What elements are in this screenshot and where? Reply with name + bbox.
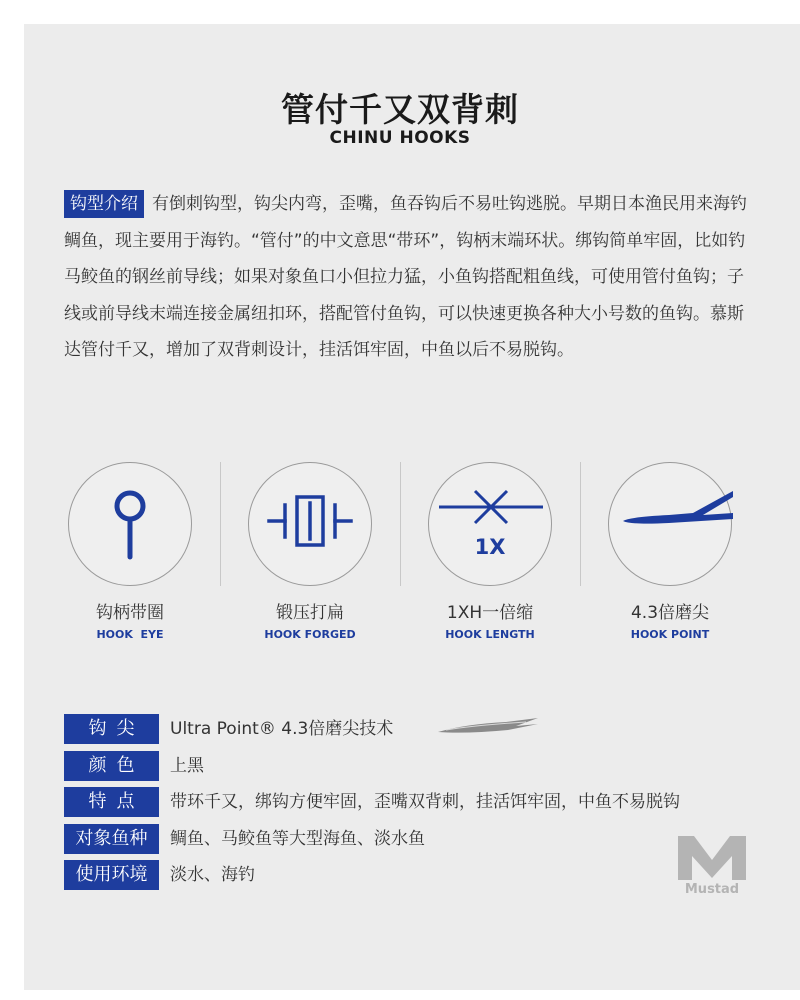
feature-icons	[40, 462, 760, 652]
spec-row	[64, 749, 764, 786]
spec-value: 淡水、海钓	[170, 865, 255, 885]
spec-row	[64, 712, 764, 749]
spec-row	[64, 785, 764, 822]
intro-paragraph	[64, 186, 754, 369]
feature-label-cn: 锻压打扁	[276, 603, 344, 623]
spec-label: 钩尖	[64, 714, 159, 744]
feature-hook-forged	[220, 462, 400, 652]
feature-label-en: HOOK FORGED	[264, 628, 356, 641]
spec-label: 使用环境	[64, 860, 159, 890]
mustad-logo	[676, 832, 748, 904]
spec-label: 特点	[64, 787, 159, 817]
hook-length-icon	[428, 462, 552, 586]
intro-tag: 钩型介绍	[64, 190, 144, 218]
spec-value: 鲷鱼、马鲛鱼等大型海鱼、淡水鱼	[170, 828, 425, 849]
spec-value: 带环千又，绑钩方便牢固，歪嘴双背刺，挂活饵牢固，中鱼不易脱钩	[170, 792, 680, 812]
hook-forged-icon	[248, 462, 372, 586]
feature-hook-length	[400, 462, 580, 652]
feature-hook-point	[580, 462, 760, 652]
spec-table	[64, 712, 764, 895]
feature-label-cn: 钩柄带圈	[96, 603, 164, 623]
spec-value: 上黑	[170, 755, 204, 776]
brand-name: Mustad	[684, 882, 740, 897]
m-logo-icon	[676, 832, 748, 882]
hook-tip-icon	[436, 716, 540, 740]
intro-text: 有倒刺钩型，钩尖内弯，歪嘴，鱼吞钩后不易吐钩逃脱。早期日本渔民用来海钓鲷鱼，现主要用于海钓。“管付”的中文意思“带环”，钩柄末端环状。绑钩简单牢固，比如钓马鲛鱼的钢丝前导线；如果对象鱼口小但拉力猛，小鱼钩搭配粗鱼线，可使用管付鱼钩；子线或前导线末端连接金属纽扣环，搭配管付鱼钩，可以快速更换各种大小号数的鱼钩。慕斯达管付千又，增加了双背刺设计，挂活饵牢固，中鱼以后不易脱钩。	[64, 194, 747, 360]
hook-eye-icon	[68, 462, 192, 586]
hook-point-icon	[608, 462, 732, 586]
spec-value: Ultra Point® 4.3倍磨尖技术	[170, 719, 394, 739]
page-title: 管付千又双背刺	[281, 90, 519, 129]
feature-label-cn: 4.3倍磨尖	[630, 603, 710, 623]
feature-label-cn: 1XH一倍缩	[446, 603, 534, 623]
hook-length-text: 1X	[474, 535, 506, 559]
page-subtitle: CHINU HOOKS	[329, 128, 471, 148]
spec-label: 对象鱼种	[64, 824, 159, 854]
spec-row	[64, 858, 764, 895]
spec-row	[64, 822, 764, 859]
feature-label-en: HOOK POINT	[630, 628, 710, 641]
feature-label-en: HOOK LENGTH	[445, 628, 535, 641]
spec-label: 颜色	[64, 751, 159, 781]
feature-label-en: HOOK EYE	[96, 628, 164, 641]
feature-hook-eye	[40, 462, 220, 652]
